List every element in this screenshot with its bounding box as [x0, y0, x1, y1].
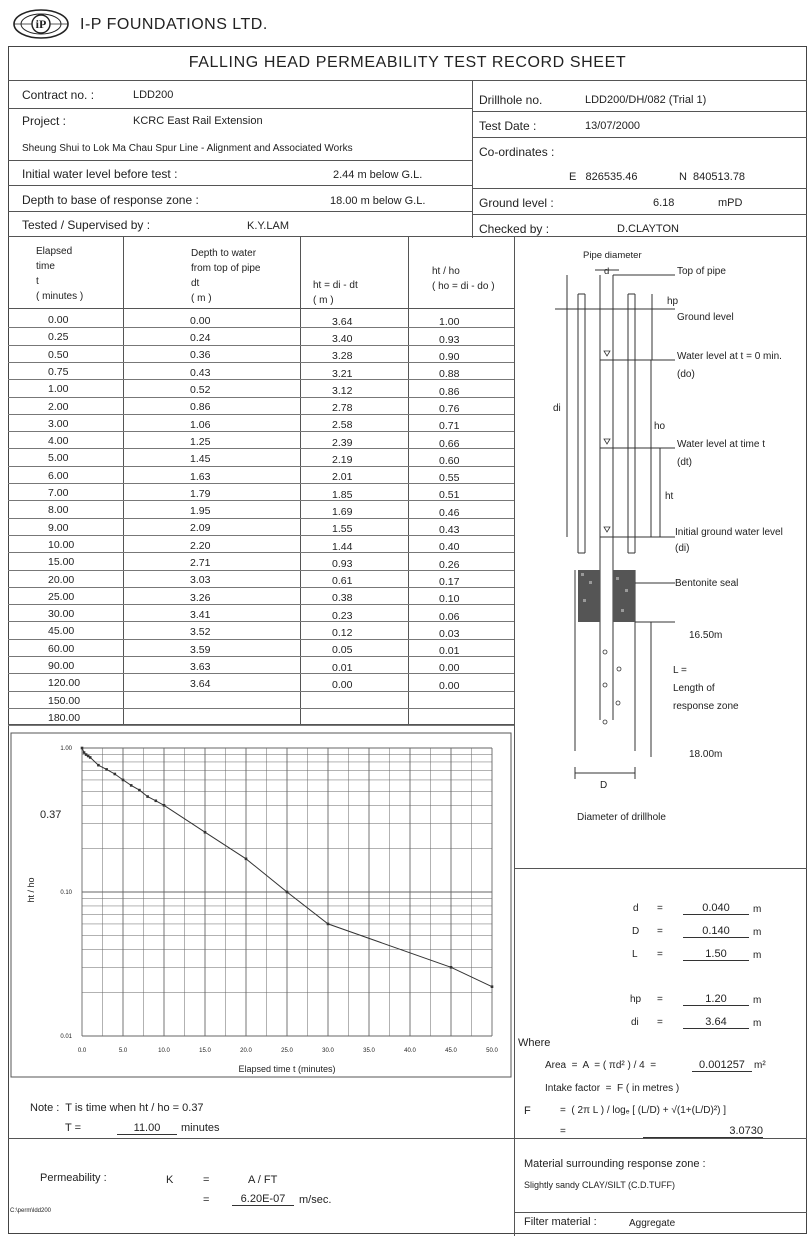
chart-point	[245, 858, 248, 861]
table-cell: 180.00	[48, 711, 81, 724]
chart-point	[122, 779, 125, 782]
chart-x-tick: 20.0	[240, 1048, 252, 1054]
note-text: Note : T is time when ht / ho = 0.37	[30, 1102, 204, 1114]
table-cell: 0.36	[190, 349, 211, 362]
chart-point	[450, 966, 453, 969]
ground-level-unit: mPD	[718, 197, 743, 209]
chart-y-tick: 0.01	[60, 1034, 72, 1040]
table-cell: 150.00	[48, 694, 81, 707]
chart-point	[130, 784, 133, 787]
permeability-formula: A / FT	[248, 1174, 278, 1186]
table-cell: 3.64	[190, 678, 211, 691]
hp-label: hp	[667, 296, 679, 307]
table-cell: 0.10	[439, 593, 460, 606]
depth-bottom-label: 18.00m	[689, 749, 723, 760]
chart-point	[286, 891, 289, 894]
checked-label: Checked by :	[479, 222, 550, 236]
table-cell: 0.76	[439, 402, 460, 415]
permeability-eq2: =	[203, 1194, 210, 1206]
table-cell: 90.00	[48, 660, 75, 672]
chart-point	[81, 747, 84, 750]
table-cell: 0.26	[439, 558, 460, 571]
t-label: T =	[65, 1122, 82, 1134]
chart-x-tick: 0.0	[77, 1048, 87, 1054]
table-cell: 3.00	[48, 417, 69, 430]
table-cell: 0.05	[332, 644, 353, 657]
table-cell: 0.75	[48, 365, 69, 378]
table-cell: 15.00	[48, 556, 75, 569]
coordinates-label: Co-ordinates :	[479, 145, 555, 159]
table-cell: 20.00	[48, 573, 75, 586]
table-cell: 0.55	[439, 472, 460, 485]
table-cell: 1.45	[190, 453, 211, 466]
permeability-unit: m/sec.	[299, 1194, 332, 1206]
chart-point	[327, 923, 330, 926]
chart-x-tick: 50.0	[486, 1048, 498, 1054]
table-cell: 0.88	[439, 368, 460, 381]
footer-ref: C:\perm\ldd200	[10, 1208, 52, 1214]
table-cell: 0.93	[332, 557, 353, 570]
table-cell: 0.24	[190, 332, 211, 345]
l-response-label: response zone	[673, 701, 739, 712]
contract-value: LDD200	[133, 89, 174, 101]
chart-y-tick: 1.00	[60, 746, 72, 752]
initial-water-level-label: Initial water level before test :	[22, 167, 178, 181]
table-cell: 1.85	[332, 488, 353, 501]
l-length-label: Length of	[673, 683, 715, 694]
table-cell: 0.71	[439, 420, 460, 433]
table-cell: 0.43	[439, 524, 460, 536]
test-date-value: 13/07/2000	[585, 120, 641, 132]
table-cell: 0.03	[439, 627, 460, 640]
ht-label: ht	[665, 491, 674, 502]
table-cell: 0.52	[190, 384, 211, 396]
material-value: Slightly sandy CLAY/SILT (C.D.TUFF)	[524, 1180, 676, 1190]
table-cell: 0.50	[48, 348, 69, 361]
test-date-label: Test Date :	[479, 119, 537, 133]
chart-y-tick: 0.10	[60, 890, 72, 896]
chart-point	[114, 773, 117, 776]
l-eq-label: L =	[673, 665, 687, 676]
contract-label: Contract no. :	[22, 88, 95, 102]
table-cell: 0.25	[48, 331, 69, 344]
table-cell: 2.58	[332, 419, 353, 432]
table-cell: 0.12	[332, 627, 353, 639]
chart-y-label: ht / ho	[26, 877, 36, 903]
table-cell: 5.00	[48, 452, 69, 465]
company-logo	[12, 8, 70, 40]
table-cell: 4.00	[48, 435, 69, 448]
drillhole-diagram	[515, 237, 807, 867]
table-cell: 1.44	[332, 540, 353, 553]
company-name: I-P FOUNDATIONS LTD.	[80, 16, 268, 33]
table-cell: 0.51	[439, 489, 460, 502]
project-value: KCRC East Rail Extension	[133, 115, 263, 127]
table-cell: 3.63	[190, 660, 211, 673]
chart-point	[146, 795, 149, 798]
chart-x-tick: 5.0	[118, 1048, 128, 1054]
initial-water-level-value: 2.44 m below G.L.	[333, 169, 423, 181]
project-label: Project :	[22, 114, 67, 128]
table-cell: 0.17	[439, 575, 460, 588]
table-cell: 10.00	[48, 538, 75, 551]
table-cell: 1.25	[190, 435, 211, 448]
pipe-diameter-label: Pipe diameter	[583, 250, 642, 261]
permeability-label: Permeability :	[40, 1172, 107, 1184]
ho-label: ho	[654, 421, 666, 432]
table-cell: 1.69	[332, 505, 353, 518]
table-cell: 3.03	[190, 574, 211, 587]
table-cell: 3.40	[332, 332, 353, 345]
table-cell: 3.28	[332, 350, 353, 363]
table-cell: 0.61	[332, 575, 353, 588]
table-cell: 3.52	[190, 626, 211, 639]
table-cell: 0.00	[190, 314, 211, 327]
table-cell: 0.93	[439, 333, 460, 346]
initial-gwl-sub: (di)	[675, 543, 690, 554]
depth-label: Depth to base of response zone :	[22, 193, 199, 207]
t-value: 11.00	[117, 1122, 177, 1135]
table-cell: 3.64	[332, 315, 353, 328]
table-cell: 0.06	[439, 610, 460, 623]
chart-point	[138, 789, 141, 792]
chart-x-tick: 45.0	[445, 1048, 457, 1054]
header-ht-ho: ht / ho ( ho = di - do )	[432, 266, 495, 292]
table-cell: 2.71	[190, 557, 211, 569]
water-level-t0-sub: (do)	[677, 369, 695, 380]
table-cell: 0.38	[332, 592, 353, 605]
chart-point	[155, 799, 158, 802]
table-cell: 3.21	[332, 367, 353, 380]
table-cell: 2.19	[332, 454, 353, 466]
permeability-eq1: =	[203, 1174, 210, 1186]
table-cell: 25.00	[48, 590, 75, 603]
table-cell: 0.90	[439, 351, 460, 363]
chart-point	[89, 756, 92, 759]
table-cell: 45.00	[48, 625, 75, 638]
drillhole-diameter-label: Diameter of drillhole	[577, 812, 666, 823]
table-cell: 2.78	[332, 402, 353, 415]
table-cell: 120.00	[48, 677, 81, 690]
table-cell: 0.46	[439, 506, 460, 519]
top-of-pipe-label: Top of pipe	[677, 266, 726, 277]
depth-top-label: 16.50m	[689, 630, 723, 641]
water-level-t0-label: Water level at t = 0 min.	[677, 351, 782, 362]
table-cell: 0.00	[439, 662, 460, 675]
table-cell: 9.00	[48, 521, 69, 534]
table-cell: 1.55	[332, 523, 353, 536]
table-cell: 0.01	[332, 661, 353, 674]
ground-level-label: Ground level :	[479, 196, 554, 210]
chart-x-tick: 15.0	[199, 1048, 211, 1054]
table-cell: 1.00	[439, 316, 460, 329]
chart-x-tick: 40.0	[404, 1048, 416, 1054]
table-cell: 0.23	[332, 609, 353, 622]
table-cell: 1.00	[48, 383, 69, 396]
table-cell: 0.66	[439, 437, 460, 450]
table-cell: 8.00	[48, 504, 69, 517]
chart-x-tick: 35.0	[363, 1048, 375, 1054]
sheet-title: FALLING HEAD PERMEABILITY TEST RECORD SHEET	[188, 54, 627, 71]
t-unit: minutes	[181, 1122, 220, 1134]
ground-level-value: 6.18	[653, 197, 675, 209]
depth-value: 18.00 m below G.L.	[330, 195, 426, 207]
table-cell: 2.09	[190, 522, 211, 535]
table-cell: 0.00	[332, 678, 353, 691]
table-cell: 0.43	[190, 366, 211, 379]
table-cell: 0.86	[439, 385, 460, 398]
table-cell: 2.01	[332, 471, 353, 484]
chart-point	[491, 985, 494, 988]
chart-x-label: Elapsed time t (minutes)	[238, 1064, 336, 1074]
table-cell: 0.00	[439, 679, 460, 692]
chart-x-tick: 30.0	[322, 1048, 334, 1054]
permeability-value: 6.20E-07	[232, 1193, 294, 1206]
project-description: Sheung Shui to Lok Ma Chau Spur Line - Alignment and Associated Works	[22, 143, 353, 154]
chart-point	[163, 804, 166, 807]
table-cell: 30.00	[48, 608, 75, 621]
table-cell: 7.00	[48, 487, 69, 499]
filter-value: Aggregate	[629, 1218, 676, 1229]
table-cell: 60.00	[48, 642, 75, 655]
checked-value: D.CLAYTON	[617, 223, 679, 235]
table-cell: 3.41	[190, 608, 211, 621]
chart-y-marker: 0.37	[40, 809, 62, 821]
ht-ho-chart	[8, 730, 514, 1080]
table-cell: 3.59	[190, 643, 211, 656]
header-ht: ht = di - dt ( m )	[313, 280, 358, 306]
D-label: D	[600, 780, 608, 791]
table-cell: 1.63	[190, 470, 211, 483]
chart-point	[204, 831, 207, 834]
table-cell: 0.01	[439, 645, 460, 658]
header-depth-to-water: Depth to water from top of pipe dt ( m )	[191, 248, 261, 304]
table-cell: 1.06	[190, 418, 211, 431]
table-cell: 0.60	[439, 454, 460, 467]
material-label: Material surrounding response zone :	[524, 1158, 706, 1170]
table-cell: 0.40	[439, 541, 460, 554]
table-cell: 3.26	[190, 591, 211, 604]
drillhole-label: Drillhole no.	[479, 93, 543, 107]
table-cell: 6.00	[48, 469, 69, 482]
chart-x-tick: 10.0	[158, 1048, 170, 1054]
permeability-k: K	[166, 1174, 174, 1186]
initial-gwl-label: Initial ground water level	[675, 527, 783, 538]
table-cell: 2.00	[48, 400, 69, 413]
coordinate-n: N 840513.78	[679, 171, 746, 183]
table-cell: 2.39	[332, 436, 353, 449]
coordinate-e: E 826535.46	[569, 171, 638, 183]
water-level-t-sub: (dt)	[677, 457, 692, 468]
d-small-label: d	[604, 266, 610, 277]
tested-value: K.Y.LAM	[247, 220, 289, 232]
header-elapsed-time: Elapsed time t ( minutes )	[36, 246, 84, 302]
table-cell: 0.00	[48, 314, 69, 326]
bentonite-label: Bentonite seal	[675, 578, 739, 589]
chart-x-tick: 25.0	[281, 1048, 293, 1054]
drillhole-value: LDD200/DH/082 (Trial 1)	[585, 94, 707, 106]
chart-point	[97, 764, 100, 767]
tested-label: Tested / Supervised by :	[22, 218, 151, 232]
ground-level-diagram-label: Ground level	[677, 312, 734, 323]
di-label: di	[553, 403, 561, 414]
table-cell: 2.20	[190, 539, 211, 552]
water-level-t-label: Water level at time t	[677, 439, 765, 450]
table-cell: 1.95	[190, 505, 211, 518]
table-cell: 3.12	[332, 384, 353, 397]
logo-text: iP	[35, 17, 47, 31]
filter-label: Filter material :	[524, 1216, 597, 1228]
table-cell: 1.79	[190, 487, 211, 500]
chart-point	[105, 768, 108, 771]
table-cell: 0.86	[190, 401, 211, 414]
